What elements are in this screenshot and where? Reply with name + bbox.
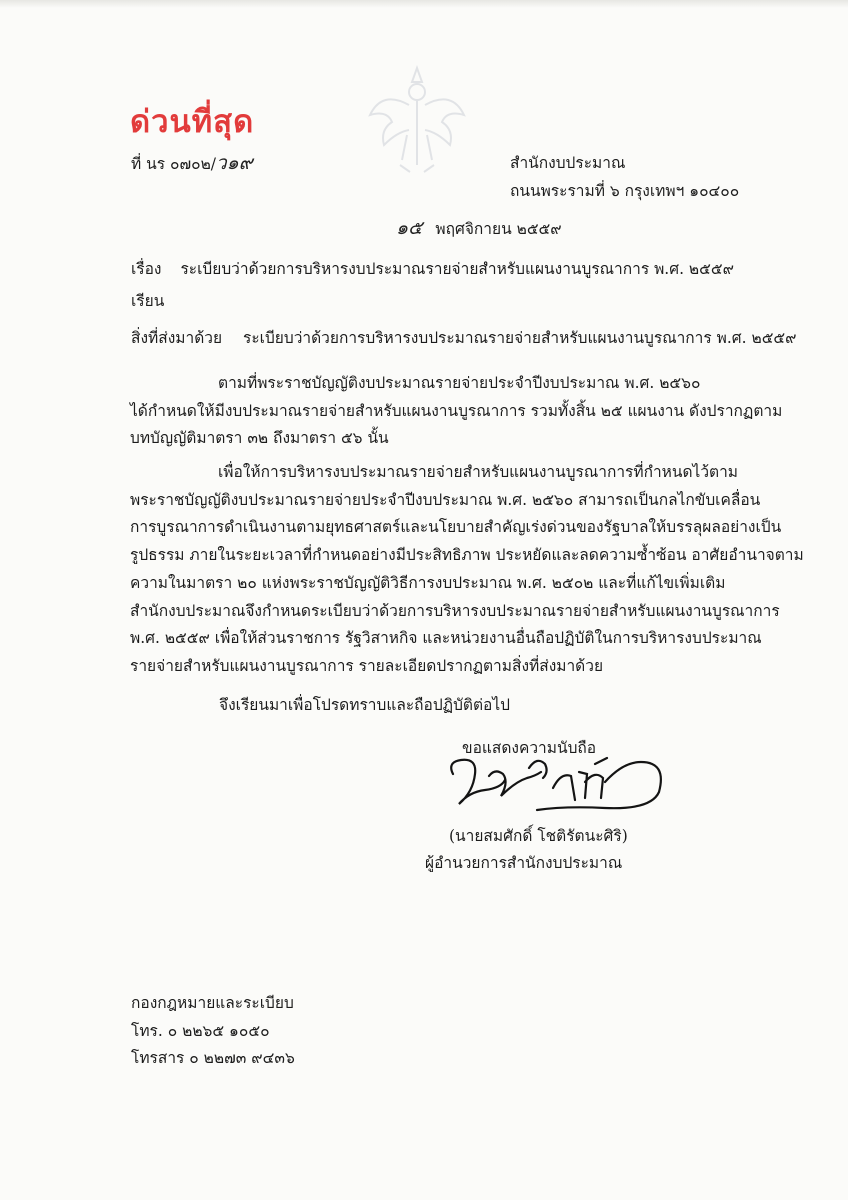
body-paragraph-2	[130, 459, 804, 681]
paragraph-line: รายจ่ายสำหรับแผนงานบูรณาการ รายละเอียดปรากฏตามสิ่งที่ส่งมาด้วย	[130, 656, 604, 675]
paragraph-line: เพื่อให้การบริหารงบประมาณรายจ่ายสำหรับแผนงานบูรณาการที่กำหนดไว้ตาม	[218, 463, 739, 481]
subject-line	[131, 259, 734, 279]
paragraph-line: พระราชบัญญัติงบประมาณรายจ่ายประจำปีงบประมาณ พ.ศ. ๒๕๖๐ สามารถเป็นกลไกขับเคลื่อน	[130, 490, 761, 509]
paragraph-line: ความในมาตรา ๒๐ แห่งพระราชบัญญัติวิธีการงบประมาณ พ.ศ. ๒๕๐๒ และที่แก้ไขเพิ่มเติม	[130, 573, 726, 592]
footer-phone: โทร. ๐ ๒๒๖๕ ๑๐๕๐	[131, 1022, 270, 1040]
enclosure-label: สิ่งที่ส่งมาด้วย	[131, 329, 223, 347]
office-name: สำนักงบประมาณ	[510, 154, 626, 172]
to-label: เรียน	[131, 292, 165, 310]
garuda-emblem-icon	[362, 60, 472, 180]
reference-handwritten: ว๑๙	[216, 152, 253, 174]
footer-fax: โทรสาร ๐ ๒๒๗๓ ๙๔๓๖	[131, 1049, 295, 1067]
reference-label: ที่ นร ๐๗๐๒/	[131, 155, 217, 173]
signer-name: (นายสมศักดิ์ โชติรัตนะศิริ)	[449, 827, 628, 845]
date-month-year: พฤศจิกายน ๒๕๕๙	[435, 220, 562, 238]
scan-edge	[0, 0, 848, 8]
enclosure-text: ระเบียบว่าด้วยการบริหารงบประมาณรายจ่ายสำหรับแผนงานบูรณาการ พ.ศ. ๒๕๕๙	[243, 329, 797, 347]
signature-icon	[445, 752, 670, 822]
paragraph-line: บทบัญญัติมาตรา ๓๒ ถึงมาตรา ๕๖ นั้น	[130, 429, 389, 448]
paragraph-line: พ.ศ. ๒๕๕๙ เพื่อให้ส่วนราชการ รัฐวิสาหกิจ และหน่วยงานอื่นถือปฏิบัติในการบริหารงบประมาณ	[130, 629, 762, 648]
closing-line: จึงเรียนมาเพื่อโปรดทราบและถือปฏิบัติต่อไป	[219, 696, 511, 714]
reference-number	[131, 153, 253, 174]
paragraph-line: รูปธรรม ภายในระยะเวลาที่กำหนดอย่างมีประสิทธิภาพ ประหยัดและลดความซ้ำซ้อน อาศัยอำนาจตาม	[130, 546, 804, 565]
salutation: ขอแสดงความนับถือ	[462, 739, 597, 757]
subject-text: ระเบียบว่าด้วยการบริหารงบประมาณรายจ่ายสำหรับแผนงานบูรณาการ พ.ศ. ๒๕๕๙	[180, 260, 734, 278]
urgency-stamp: ด่วนที่สุด	[130, 104, 255, 140]
paragraph-line: การบูรณาการดำเนินงานตามยุทธศาสตร์และนโยบายสำคัญเร่งด่วนของรัฐบาลให้บรรลุผลอย่างเป็น	[130, 518, 782, 537]
paragraph-line: สำนักงบประมาณจึงกำหนดระเบียบว่าด้วยการบริหารงบประมาณรายจ่ายสำหรับแผนงานบูรณาการ	[130, 601, 780, 620]
date-day-handwritten: ๑๕	[396, 217, 423, 239]
paragraph-line: ได้กำหนดให้มีงบประมาณรายจ่ายสำหรับแผนงานบูรณาการ รวมทั้งสิ้น ๒๕ แผนงาน ดังปรากฏตาม	[130, 401, 783, 420]
body-paragraph-1	[130, 370, 783, 453]
subject-label: เรื่อง	[131, 260, 162, 278]
paragraph-line: ตามที่พระราชบัญญัติงบประมาณรายจ่ายประจำปีงบประมาณ พ.ศ. ๒๕๖๐	[218, 374, 701, 392]
signer-position: ผู้อำนวยการสำนักงบประมาณ	[425, 854, 623, 872]
letter-date	[396, 218, 562, 239]
footer-department: กองกฎหมายและระเบียบ	[131, 994, 294, 1012]
enclosure-line	[131, 328, 797, 348]
office-address: ถนนพระรามที่ ๖ กรุงเทพฯ ๑๐๔๐๐	[510, 182, 740, 200]
